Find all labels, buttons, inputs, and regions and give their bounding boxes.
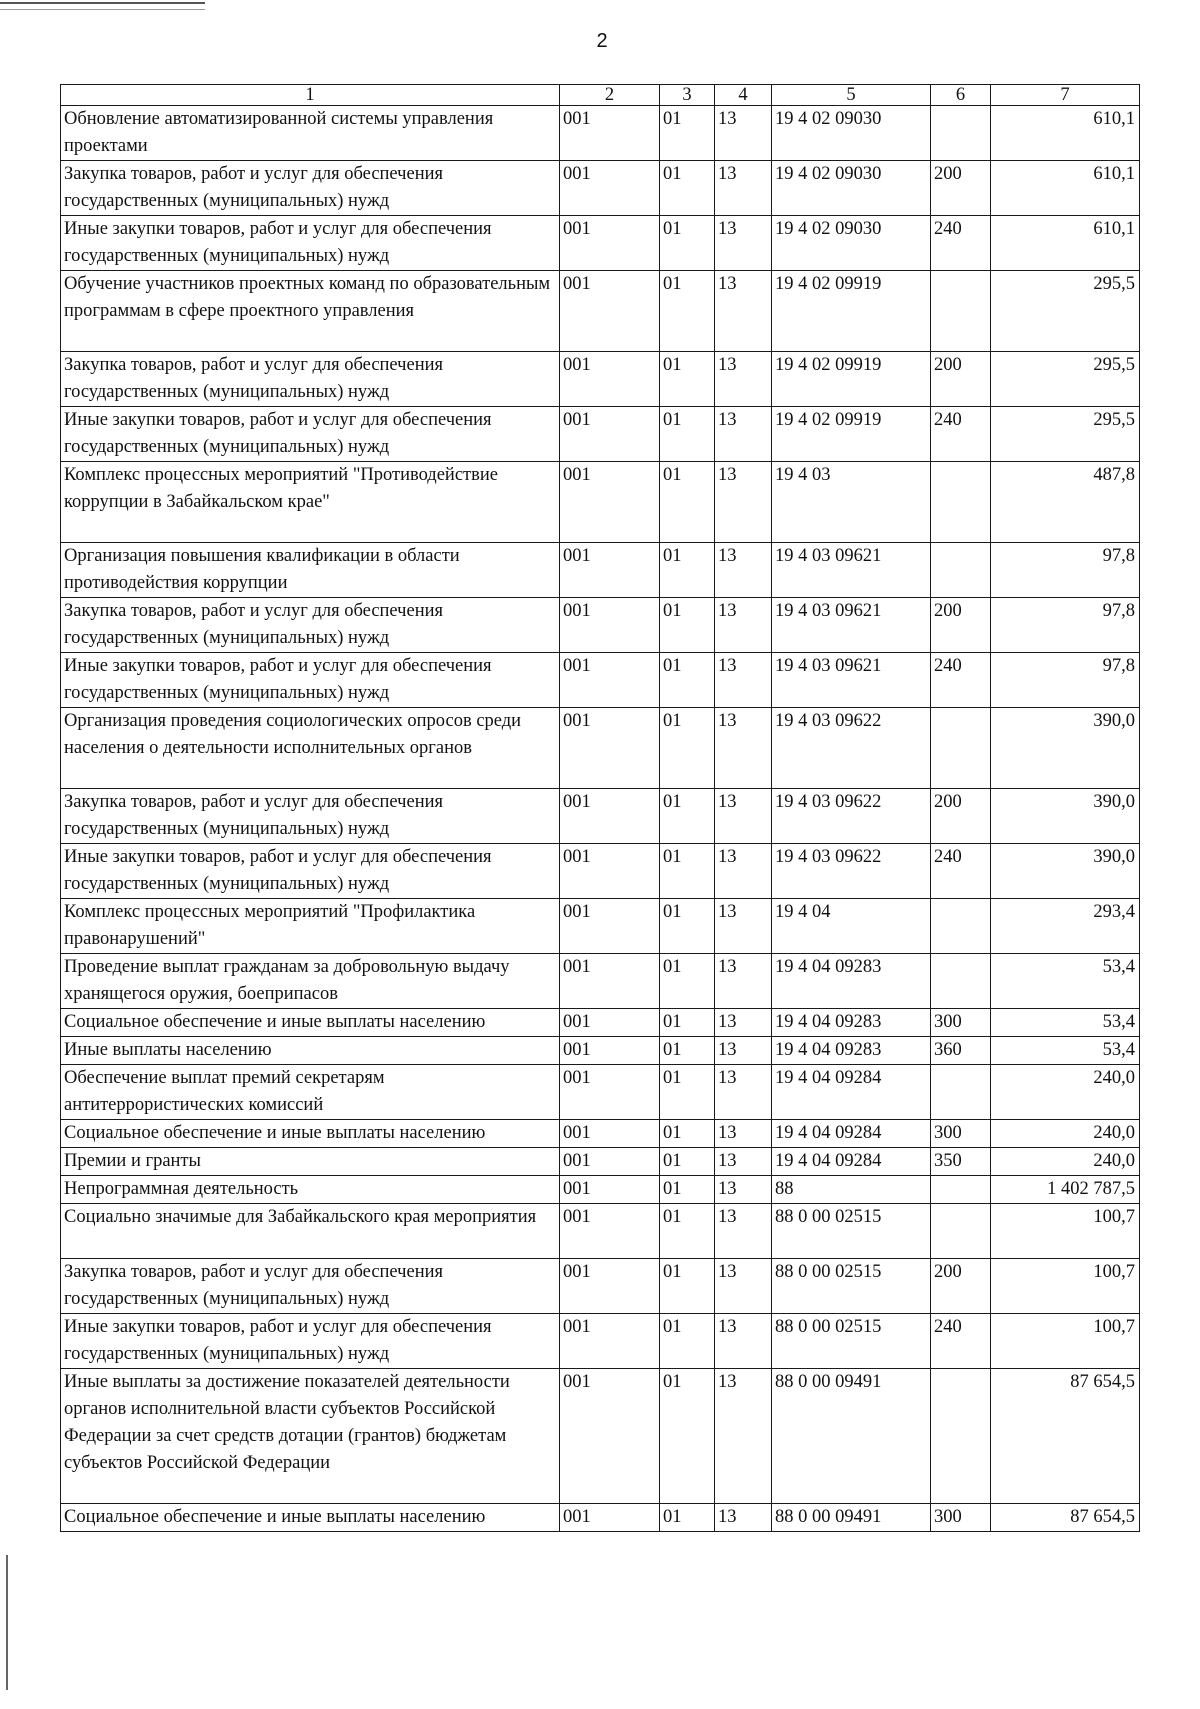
subsection-code-cell: 13 xyxy=(715,161,772,216)
expense-type-cell: 240 xyxy=(931,844,991,899)
table-body xyxy=(61,106,1140,1532)
table-row xyxy=(61,352,1140,407)
amount-cell: 53,4 xyxy=(991,1037,1140,1065)
ministry-code-cell: 001 xyxy=(560,1204,660,1259)
expense-name-cell: Комплекс процессных мероприятий "Профилактика правонарушений" xyxy=(61,899,560,954)
column-header: 5 xyxy=(772,85,931,106)
table-row xyxy=(61,1504,1140,1532)
expense-type-cell: 360 xyxy=(931,1037,991,1065)
section-code-cell: 01 xyxy=(660,161,715,216)
section-code-cell: 01 xyxy=(660,352,715,407)
subsection-code-cell: 13 xyxy=(715,1009,772,1037)
amount-cell: 295,5 xyxy=(991,407,1140,462)
section-code-cell: 01 xyxy=(660,1369,715,1504)
table-row xyxy=(61,1120,1140,1148)
section-code-cell: 01 xyxy=(660,1037,715,1065)
column-header: 2 xyxy=(560,85,660,106)
target-article-cell: 19 4 04 09284 xyxy=(772,1065,931,1120)
section-code-cell: 01 xyxy=(660,1314,715,1369)
expense-type-cell xyxy=(931,899,991,954)
expense-name-cell: Иные выплаты населению xyxy=(61,1037,560,1065)
section-code-cell: 01 xyxy=(660,1176,715,1204)
expense-name-cell: Иные закупки товаров, работ и услуг для обеспечения государственных (муниципальных) нужд xyxy=(61,216,560,271)
target-article-cell: 19 4 02 09919 xyxy=(772,352,931,407)
target-article-cell: 19 4 03 09621 xyxy=(772,543,931,598)
expense-type-cell xyxy=(931,106,991,161)
table-row xyxy=(61,899,1140,954)
subsection-code-cell: 13 xyxy=(715,1065,772,1120)
expense-name-cell: Обучение участников проектных команд по образовательным программам в сфере проектного управления xyxy=(61,271,560,352)
section-code-cell: 01 xyxy=(660,1120,715,1148)
expense-name-cell: Обновление автоматизированной системы управления проектами xyxy=(61,106,560,161)
expense-name-cell: Иные закупки товаров, работ и услуг для обеспечения государственных (муниципальных) нужд xyxy=(61,844,560,899)
ministry-code-cell: 001 xyxy=(560,1037,660,1065)
table-row xyxy=(61,1204,1140,1259)
section-code-cell: 01 xyxy=(660,653,715,708)
amount-cell: 97,8 xyxy=(991,598,1140,653)
target-article-cell: 88 xyxy=(772,1176,931,1204)
subsection-code-cell: 13 xyxy=(715,1176,772,1204)
ministry-code-cell: 001 xyxy=(560,407,660,462)
table-row xyxy=(61,407,1140,462)
expense-type-cell xyxy=(931,708,991,789)
ministry-code-cell: 001 xyxy=(560,1314,660,1369)
ministry-code-cell: 001 xyxy=(560,106,660,161)
expense-type-cell: 200 xyxy=(931,352,991,407)
amount-cell: 53,4 xyxy=(991,1009,1140,1037)
target-article-cell: 19 4 02 09919 xyxy=(772,271,931,352)
expense-type-cell: 240 xyxy=(931,407,991,462)
amount-cell: 610,1 xyxy=(991,216,1140,271)
target-article-cell: 19 4 04 09283 xyxy=(772,1037,931,1065)
scan-edge-mark xyxy=(6,1555,8,1690)
expense-type-cell xyxy=(931,462,991,543)
section-code-cell: 01 xyxy=(660,462,715,543)
ministry-code-cell: 001 xyxy=(560,271,660,352)
amount-cell: 97,8 xyxy=(991,653,1140,708)
target-article-cell: 19 4 04 09284 xyxy=(772,1120,931,1148)
table-row xyxy=(61,161,1140,216)
ministry-code-cell: 001 xyxy=(560,598,660,653)
target-article-cell: 88 0 00 02515 xyxy=(772,1204,931,1259)
ministry-code-cell: 001 xyxy=(560,543,660,598)
ministry-code-cell: 001 xyxy=(560,653,660,708)
subsection-code-cell: 13 xyxy=(715,899,772,954)
amount-cell: 87 654,5 xyxy=(991,1369,1140,1504)
subsection-code-cell: 13 xyxy=(715,1314,772,1369)
expense-name-cell: Проведение выплат гражданам за добровольную выдачу хранящегося оружия, боеприпасов xyxy=(61,954,560,1009)
ministry-code-cell: 001 xyxy=(560,161,660,216)
target-article-cell: 88 0 00 02515 xyxy=(772,1314,931,1369)
expense-name-cell: Иные выплаты за достижение показателей деятельности органов исполнительной власти субъектов Российской Федерации за счет средств дотации (грантов) бюджетам субъектов Российской Федерации xyxy=(61,1369,560,1504)
subsection-code-cell: 13 xyxy=(715,1259,772,1314)
target-article-cell: 19 4 02 09030 xyxy=(772,161,931,216)
column-number-row xyxy=(61,85,1140,106)
subsection-code-cell: 13 xyxy=(715,653,772,708)
amount-cell: 240,0 xyxy=(991,1120,1140,1148)
subsection-code-cell: 13 xyxy=(715,954,772,1009)
target-article-cell: 19 4 03 09621 xyxy=(772,653,931,708)
table-row xyxy=(61,1037,1140,1065)
target-article-cell: 19 4 03 xyxy=(772,462,931,543)
ministry-code-cell: 001 xyxy=(560,954,660,1009)
expense-type-cell xyxy=(931,271,991,352)
section-code-cell: 01 xyxy=(660,543,715,598)
expense-name-cell: Социально значимые для Забайкальского края мероприятия xyxy=(61,1204,560,1259)
expense-name-cell: Закупка товаров, работ и услуг для обеспечения государственных (муниципальных) нужд xyxy=(61,789,560,844)
expense-name-cell: Иные закупки товаров, работ и услуг для обеспечения государственных (муниципальных) нужд xyxy=(61,1314,560,1369)
expense-type-cell xyxy=(931,1204,991,1259)
table-row xyxy=(61,106,1140,161)
table-row xyxy=(61,216,1140,271)
section-code-cell: 01 xyxy=(660,844,715,899)
ministry-code-cell: 001 xyxy=(560,1259,660,1314)
expense-name-cell: Обеспечение выплат премий секретарям антитеррористических комиссий xyxy=(61,1065,560,1120)
expense-type-cell: 300 xyxy=(931,1009,991,1037)
table-row xyxy=(61,1369,1140,1504)
scan-edge-mark xyxy=(0,9,205,10)
amount-cell: 1 402 787,5 xyxy=(991,1176,1140,1204)
subsection-code-cell: 13 xyxy=(715,789,772,844)
ministry-code-cell: 001 xyxy=(560,462,660,543)
section-code-cell: 01 xyxy=(660,598,715,653)
expense-type-cell: 200 xyxy=(931,161,991,216)
ministry-code-cell: 001 xyxy=(560,1176,660,1204)
amount-cell: 610,1 xyxy=(991,106,1140,161)
table-row xyxy=(61,789,1140,844)
expense-type-cell xyxy=(931,1369,991,1504)
expense-name-cell: Организация повышения квалификации в области противодействия коррупции xyxy=(61,543,560,598)
expense-name-cell: Закупка товаров, работ и услуг для обеспечения государственных (муниципальных) нужд xyxy=(61,161,560,216)
ministry-code-cell: 001 xyxy=(560,1148,660,1176)
expense-type-cell xyxy=(931,954,991,1009)
scan-edge-mark xyxy=(0,2,205,4)
subsection-code-cell: 13 xyxy=(715,1120,772,1148)
amount-cell: 295,5 xyxy=(991,271,1140,352)
ministry-code-cell: 001 xyxy=(560,1065,660,1120)
section-code-cell: 01 xyxy=(660,1065,715,1120)
section-code-cell: 01 xyxy=(660,1259,715,1314)
column-header: 7 xyxy=(991,85,1140,106)
column-header: 3 xyxy=(660,85,715,106)
subsection-code-cell: 13 xyxy=(715,598,772,653)
amount-cell: 293,4 xyxy=(991,899,1140,954)
expense-type-cell: 240 xyxy=(931,1314,991,1369)
subsection-code-cell: 13 xyxy=(715,271,772,352)
table-row xyxy=(61,1314,1140,1369)
target-article-cell: 88 0 00 02515 xyxy=(772,1259,931,1314)
subsection-code-cell: 13 xyxy=(715,407,772,462)
column-header: 1 xyxy=(61,85,560,106)
target-article-cell: 19 4 03 09622 xyxy=(772,789,931,844)
table-row xyxy=(61,844,1140,899)
expense-name-cell: Социальное обеспечение и иные выплаты населению xyxy=(61,1120,560,1148)
table-row xyxy=(61,954,1140,1009)
table-row xyxy=(61,598,1140,653)
expense-type-cell xyxy=(931,1176,991,1204)
ministry-code-cell: 001 xyxy=(560,1009,660,1037)
amount-cell: 97,8 xyxy=(991,543,1140,598)
table-row xyxy=(61,462,1140,543)
expense-name-cell: Закупка товаров, работ и услуг для обеспечения государственных (муниципальных) нужд xyxy=(61,352,560,407)
page-number: 2 xyxy=(596,30,608,52)
expense-type-cell xyxy=(931,1065,991,1120)
section-code-cell: 01 xyxy=(660,271,715,352)
column-header: 4 xyxy=(715,85,772,106)
amount-cell: 53,4 xyxy=(991,954,1140,1009)
table-row xyxy=(61,1148,1140,1176)
amount-cell: 87 654,5 xyxy=(991,1504,1140,1532)
amount-cell: 390,0 xyxy=(991,789,1140,844)
subsection-code-cell: 13 xyxy=(715,1204,772,1259)
target-article-cell: 88 0 00 09491 xyxy=(772,1369,931,1504)
target-article-cell: 19 4 02 09919 xyxy=(772,407,931,462)
column-header: 6 xyxy=(931,85,991,106)
expense-name-cell: Закупка товаров, работ и услуг для обеспечения государственных (муниципальных) нужд xyxy=(61,1259,560,1314)
ministry-code-cell: 001 xyxy=(560,216,660,271)
section-code-cell: 01 xyxy=(660,789,715,844)
table-row xyxy=(61,653,1140,708)
amount-cell: 100,7 xyxy=(991,1204,1140,1259)
expense-type-cell: 240 xyxy=(931,216,991,271)
section-code-cell: 01 xyxy=(660,1009,715,1037)
ministry-code-cell: 001 xyxy=(560,352,660,407)
target-article-cell: 19 4 04 09284 xyxy=(772,1148,931,1176)
table-row xyxy=(61,1065,1140,1120)
target-article-cell: 19 4 03 09621 xyxy=(772,598,931,653)
subsection-code-cell: 13 xyxy=(715,1148,772,1176)
subsection-code-cell: 13 xyxy=(715,106,772,161)
subsection-code-cell: 13 xyxy=(715,708,772,789)
expense-name-cell: Социальное обеспечение и иные выплаты населению xyxy=(61,1504,560,1532)
section-code-cell: 01 xyxy=(660,407,715,462)
subsection-code-cell: 13 xyxy=(715,1037,772,1065)
target-article-cell: 88 0 00 09491 xyxy=(772,1504,931,1532)
expense-name-cell: Иные закупки товаров, работ и услуг для обеспечения государственных (муниципальных) нужд xyxy=(61,653,560,708)
section-code-cell: 01 xyxy=(660,1148,715,1176)
expense-name-cell: Социальное обеспечение и иные выплаты населению xyxy=(61,1009,560,1037)
subsection-code-cell: 13 xyxy=(715,352,772,407)
amount-cell: 295,5 xyxy=(991,352,1140,407)
section-code-cell: 01 xyxy=(660,708,715,789)
expense-name-cell: Непрограммная деятельность xyxy=(61,1176,560,1204)
target-article-cell: 19 4 03 09622 xyxy=(772,708,931,789)
expense-type-cell: 350 xyxy=(931,1148,991,1176)
target-article-cell: 19 4 02 09030 xyxy=(772,106,931,161)
expense-type-cell xyxy=(931,543,991,598)
ministry-code-cell: 001 xyxy=(560,789,660,844)
expense-name-cell: Комплекс процессных мероприятий "Противодействие коррупции в Забайкальском крае" xyxy=(61,462,560,543)
ministry-code-cell: 001 xyxy=(560,1369,660,1504)
expense-type-cell: 300 xyxy=(931,1120,991,1148)
budget-table xyxy=(60,84,1140,1532)
section-code-cell: 01 xyxy=(660,954,715,1009)
target-article-cell: 19 4 04 09283 xyxy=(772,954,931,1009)
ministry-code-cell: 001 xyxy=(560,708,660,789)
subsection-code-cell: 13 xyxy=(715,216,772,271)
table-row xyxy=(61,271,1140,352)
target-article-cell: 19 4 03 09622 xyxy=(772,844,931,899)
amount-cell: 390,0 xyxy=(991,844,1140,899)
expense-type-cell: 240 xyxy=(931,653,991,708)
expense-type-cell: 300 xyxy=(931,1504,991,1532)
amount-cell: 100,7 xyxy=(991,1259,1140,1314)
amount-cell: 100,7 xyxy=(991,1314,1140,1369)
amount-cell: 487,8 xyxy=(991,462,1140,543)
expense-type-cell: 200 xyxy=(931,1259,991,1314)
section-code-cell: 01 xyxy=(660,216,715,271)
table-row xyxy=(61,1176,1140,1204)
subsection-code-cell: 13 xyxy=(715,462,772,543)
subsection-code-cell: 13 xyxy=(715,1369,772,1504)
expense-name-cell: Премии и гранты xyxy=(61,1148,560,1176)
expense-name-cell: Иные закупки товаров, работ и услуг для обеспечения государственных (муниципальных) нужд xyxy=(61,407,560,462)
section-code-cell: 01 xyxy=(660,1504,715,1532)
amount-cell: 610,1 xyxy=(991,161,1140,216)
expense-type-cell: 200 xyxy=(931,598,991,653)
expense-name-cell: Закупка товаров, работ и услуг для обеспечения государственных (муниципальных) нужд xyxy=(61,598,560,653)
table-row xyxy=(61,543,1140,598)
table-row xyxy=(61,1259,1140,1314)
ministry-code-cell: 001 xyxy=(560,1120,660,1148)
subsection-code-cell: 13 xyxy=(715,1504,772,1532)
ministry-code-cell: 001 xyxy=(560,844,660,899)
target-article-cell: 19 4 04 09283 xyxy=(772,1009,931,1037)
amount-cell: 240,0 xyxy=(991,1065,1140,1120)
ministry-code-cell: 001 xyxy=(560,1504,660,1532)
ministry-code-cell: 001 xyxy=(560,899,660,954)
section-code-cell: 01 xyxy=(660,106,715,161)
amount-cell: 240,0 xyxy=(991,1148,1140,1176)
section-code-cell: 01 xyxy=(660,1204,715,1259)
target-article-cell: 19 4 04 xyxy=(772,899,931,954)
section-code-cell: 01 xyxy=(660,899,715,954)
subsection-code-cell: 13 xyxy=(715,543,772,598)
table-row xyxy=(61,1009,1140,1037)
table-row xyxy=(61,708,1140,789)
subsection-code-cell: 13 xyxy=(715,844,772,899)
target-article-cell: 19 4 02 09030 xyxy=(772,216,931,271)
amount-cell: 390,0 xyxy=(991,708,1140,789)
expense-type-cell: 200 xyxy=(931,789,991,844)
expense-name-cell: Организация проведения социологических опросов среди населения о деятельности исполнительных органов xyxy=(61,708,560,789)
